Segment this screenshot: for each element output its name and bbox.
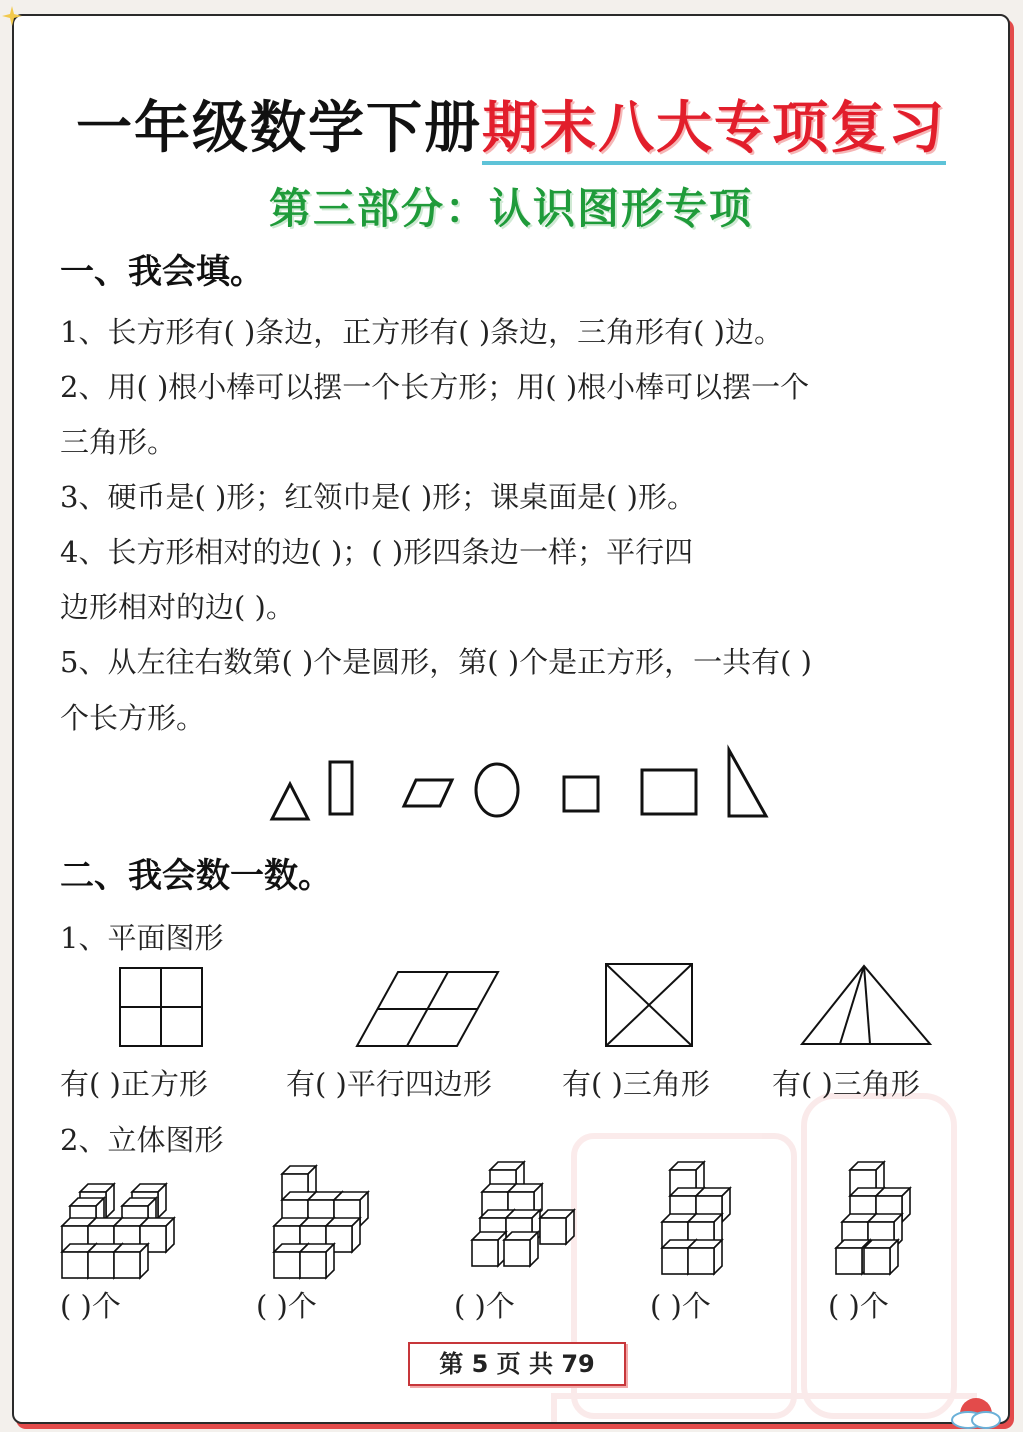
tall-rectangle-icon: [330, 762, 352, 814]
square-icon: [564, 777, 598, 811]
solid-caption-5: ( )个: [828, 1289, 889, 1323]
fill-line-4-cont: 边形相对的边( )。: [60, 590, 295, 624]
fan-triangle-figure: [802, 966, 930, 1044]
title-red-part: 期末八大专项复习: [482, 96, 946, 165]
plane-caption-3: 有( )三角形: [562, 1067, 710, 1101]
fill-line-5: 5、从左往右数第( )个是圆形，第( )个是正方形，一共有( ): [60, 645, 812, 679]
sparkle-icon: [2, 6, 22, 26]
worksheet-page: [12, 14, 1010, 1424]
fill-line-4: 4、长方形相对的边( )；( )形四条边一样；平行四: [60, 535, 694, 569]
grid-square-figure: [120, 968, 202, 1046]
parallelogram-icon: [404, 780, 452, 806]
fill-line-2: 2、用( )根小棒可以摆一个长方形；用( )根小棒可以摆一个: [60, 370, 810, 404]
cloud-sun-icon: [944, 1390, 1008, 1430]
fill-line-3: 3、硬币是( )形；红领巾是( )形；课桌面是( )形。: [60, 480, 696, 514]
plane-shapes-subheading: 1、平面图形: [60, 921, 224, 955]
page-title: [14, 84, 1008, 164]
split-parallelogram-figure: [357, 972, 498, 1046]
section2-heading: 二、我会数一数。: [60, 856, 332, 896]
solid-shapes-subheading: 2、立体图形: [60, 1123, 224, 1157]
solid-caption-2: ( )个: [256, 1289, 317, 1323]
plane-figures: [14, 964, 1008, 1064]
fill-line-5-cont: 个长方形。: [60, 701, 206, 735]
cube-stack-1: [62, 1184, 174, 1278]
solid-caption-4: ( )个: [650, 1289, 711, 1323]
shape-row: [14, 744, 1008, 834]
solid-caption-1: ( )个: [60, 1289, 121, 1323]
rectangle-icon: [642, 770, 696, 814]
page-number-box: 第 5 页 共 79: [408, 1342, 626, 1386]
cube-stack-5: [836, 1162, 910, 1274]
plane-caption-1: 有( )正方形: [60, 1067, 208, 1101]
fill-line-2-cont: 三角形。: [60, 425, 177, 459]
cube-stack-3: [472, 1162, 574, 1266]
title-black-part: 一年级数学下册: [76, 96, 482, 161]
cube-stack-2: [274, 1166, 368, 1278]
plane-caption-4: 有( )三角形: [772, 1067, 920, 1101]
section1-heading: 一、我会填。: [60, 252, 264, 292]
triangle-icon: [272, 784, 308, 819]
fill-line-1: 1、长方形有( )条边，正方形有( )条边，三角形有( )边。: [60, 315, 783, 349]
right-triangle-icon: [729, 750, 766, 816]
oval-icon: [476, 764, 518, 816]
page-subtitle: 第三部分：认识图形专项: [268, 184, 753, 233]
cube-stacks: [14, 1162, 1008, 1282]
cube-stack-4: [662, 1162, 730, 1274]
crossed-square-figure: [606, 964, 692, 1046]
solid-caption-3: ( )个: [454, 1289, 515, 1323]
plane-caption-2: 有( )平行四边形: [286, 1067, 492, 1101]
